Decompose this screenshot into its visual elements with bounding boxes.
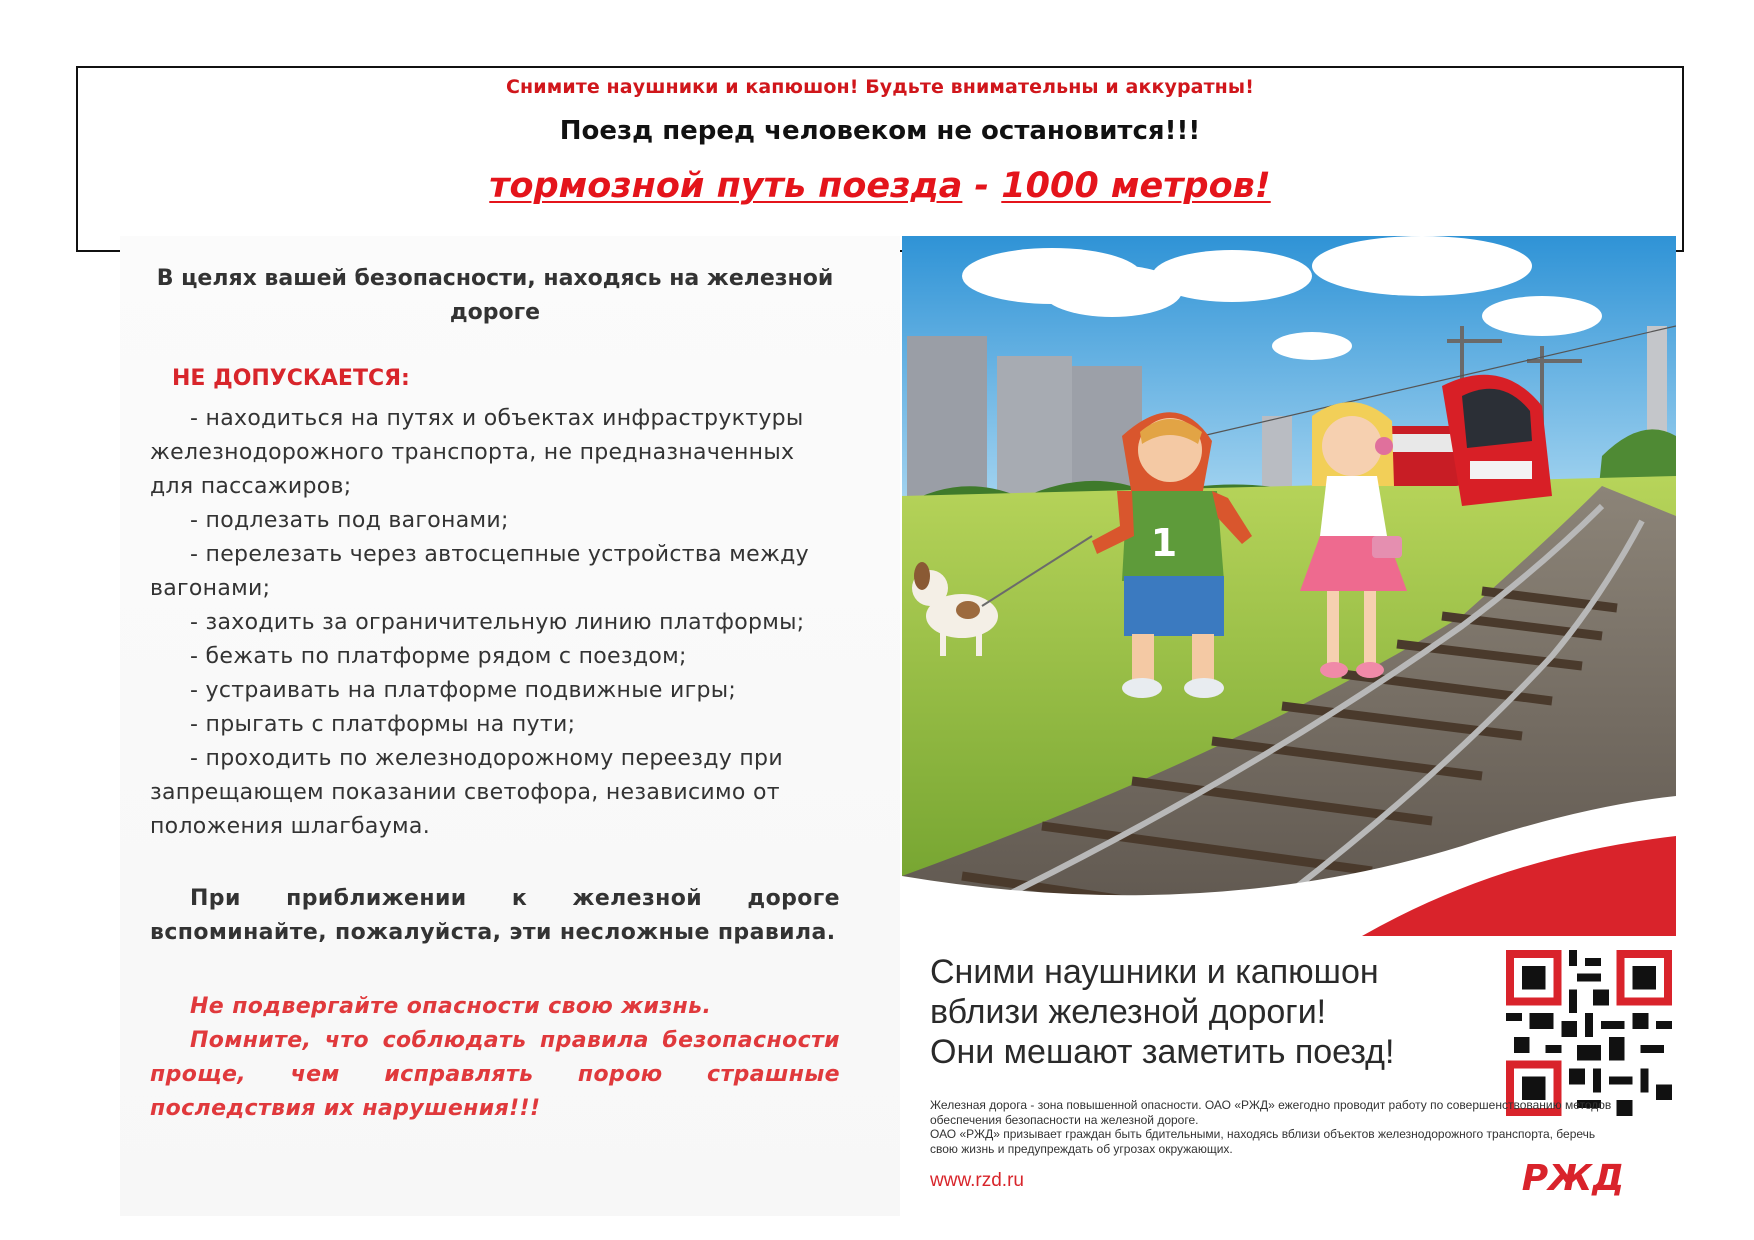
qr-code — [1506, 950, 1672, 1116]
braking-distance-label: тормозной путь поезда — [489, 166, 963, 206]
rule-item: - заходить за ограничительную линию платформы; — [190, 610, 805, 635]
rule-item: - перелезать через автосцепные устройства между вагонами; — [150, 542, 809, 601]
danger-warning — [150, 990, 840, 1126]
warning-headphones: Снимите наушники и капюшон! Будьте внимательны и аккуратны! — [506, 76, 1254, 98]
warning-braking-distance — [78, 166, 1682, 206]
forbidden-title: НЕ ДОПУСКАЕТСЯ: — [172, 366, 410, 391]
rzd-logo-text: РЖД — [1521, 1158, 1625, 1199]
intro-heading: В целях вашей безопасности, находясь на железной дороге — [156, 266, 834, 325]
rule-item: - находиться на путях и объектах инфраструктуры железнодорожного транспорта, не предназначенных для пассажиров; — [150, 406, 804, 499]
braking-distance-separator: - — [962, 166, 1002, 206]
warning-box — [76, 66, 1684, 252]
rule-item: - подлезать под вагонами; — [190, 508, 509, 533]
braking-distance-value: 1000 метров! — [1001, 166, 1271, 206]
caption-line: вблизи железной дороги! — [930, 993, 1327, 1031]
rule-item: - прыгать с платформы на пути; — [190, 712, 576, 737]
rule-item: - устраивать на платформе подвижные игры; — [190, 678, 737, 703]
caption-line: Сними наушники и капюшон — [930, 953, 1379, 991]
danger-line: Помните, что соблюдать правила безопасности проще, чем исправлять порою страшные последствия их нарушения!!! — [150, 1028, 840, 1121]
warning-train-stop: Поезд перед человеком не остановится!!! — [559, 116, 1201, 146]
fine-print-line: ОАО «РЖД» призывает граждан быть бдительными, находясь вблизи объектов железнодорожного транспорта, беречь свою жизнь и предупреждать об угрозах окружающих. — [930, 1127, 1596, 1156]
rzd-poster — [902, 236, 1676, 1216]
poster-fine-print — [930, 1098, 1620, 1156]
poster-caption — [930, 952, 1490, 1072]
rzd-logo — [1518, 1154, 1628, 1200]
fine-print-line: Железная дорога - зона повышенной опасности. ОАО «РЖД» ежегодно проводит работу по совершенствованию методов обеспечения безопасности на железной дороге. — [930, 1098, 1612, 1127]
rule-item: - проходить по железнодорожному переезду при запрещающем показании светофора, независимо от положения шлагбаума. — [150, 746, 783, 839]
rules-list — [150, 402, 840, 844]
rzd-url-link[interactable]: www.rzd.ru — [930, 1170, 1024, 1191]
railway-children-illustration — [902, 236, 1676, 936]
shirt-number: 1 — [1150, 521, 1178, 565]
rule-item: - бежать по платформе рядом с поездом; — [190, 644, 687, 669]
safety-rules-column — [150, 262, 840, 1126]
danger-line: Не подвергайте опасности свою жизнь. — [190, 994, 712, 1019]
approach-reminder: При приближении к железной дороге вспоминайте, пожалуйста, эти несложные правила. — [150, 886, 840, 945]
caption-line: Они мешают заметить поезд! — [930, 1033, 1395, 1071]
